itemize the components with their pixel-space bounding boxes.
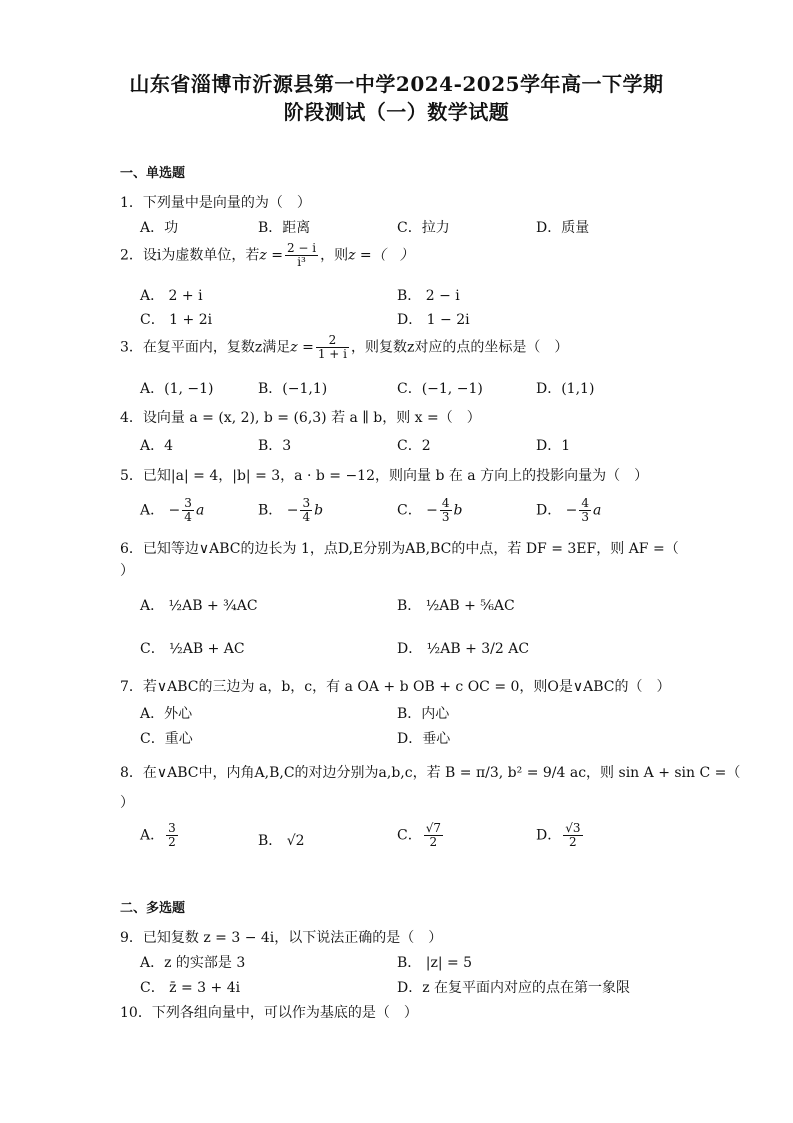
- q8-option-b: B． √2: [258, 833, 305, 849]
- question-6: 6．已知等边∨ABC的边长为 1，点D,E分别为AB,BC的中点，若 DF = 3EF，则 AF =（: [120, 541, 679, 557]
- q8-a-num: 3: [168, 821, 176, 835]
- q8-option-a: [140, 822, 180, 849]
- q8-a-den: 2: [168, 835, 176, 849]
- q5-b-num: 3: [302, 496, 311, 510]
- exam-title-line1: 山东省淄博市沂源县第一中学2024-2025学年高一下学期: [129, 72, 664, 96]
- q3-fraction: [316, 334, 349, 361]
- q8-option-c: [397, 822, 445, 849]
- q2-frac-den: i³: [297, 255, 306, 269]
- q3-option-c: C．(−1, −1): [397, 381, 483, 397]
- q3-stem-a: 3．在复平面内，复数z满足: [120, 339, 291, 356]
- q5-a-fraction: [182, 497, 194, 524]
- q6-option-a: A． ½AB + ¾AC: [140, 598, 258, 614]
- q2-stem-a: 2．设i为虚数单位，若: [120, 247, 260, 264]
- q5-b-den: 4: [302, 510, 311, 524]
- q1-option-b: B．距离: [258, 220, 311, 236]
- q3-option-a: A．(1, −1): [140, 381, 214, 397]
- q8-option-d: [536, 822, 585, 849]
- question-8-cont: ）: [120, 795, 134, 811]
- exam-title-line2: 阶段测试（一）数学试题: [283, 100, 510, 124]
- q5-a-num: 3: [184, 496, 192, 510]
- question-5: 5．已知|a| = 4，|b| = 3，a · b = −12，则向量 b 在 a 方向上的投影向量为（ ）: [120, 468, 649, 484]
- q3-frac-num: 2: [316, 334, 349, 348]
- q2-stem-b: ，则: [320, 247, 349, 264]
- q6-option-c: C． ½AB + AC: [140, 641, 245, 657]
- q5-a-den: 4: [184, 510, 192, 524]
- q2-option-c: C． 1 + 2i: [140, 312, 213, 328]
- q8-c-den: 2: [429, 835, 438, 849]
- q8-a-fraction: [166, 822, 178, 849]
- q5-d-fraction: [579, 497, 591, 524]
- q3-option-b: B．(−1,1): [258, 381, 328, 397]
- q4-option-a: A．4: [140, 438, 174, 454]
- q1-option-c: C．拉力: [397, 220, 450, 236]
- q3-frac-den: 1 + i: [317, 347, 348, 361]
- q2-zbar: z =（ ）: [348, 247, 414, 264]
- q6-option-b: B． ½AB + ⅚AC: [397, 598, 515, 614]
- q1-option-d: D．质量: [536, 220, 590, 236]
- q4-option-c: C．2: [397, 438, 431, 454]
- q2-z-eq: z =: [259, 247, 283, 264]
- q8-d-num: √3: [565, 821, 581, 835]
- q5-d-vector: a: [593, 502, 602, 519]
- q5-b-fraction: [300, 497, 312, 524]
- q7-option-a: A．外心: [140, 706, 193, 722]
- q7-option-c: C．重心: [140, 731, 193, 747]
- section-multiple-choice: 二、多选题: [120, 901, 186, 916]
- q2-fraction: [285, 242, 318, 269]
- question-7: 7．若∨ABC的三边为 a，b，c，有 a OA + b OB + c OC = 0，则O是∨ABC的（ ）: [120, 679, 671, 695]
- q5-d-num: 4: [581, 496, 590, 510]
- q3-stem-b: ，则复数z对应的点的坐标是（ ）: [351, 339, 569, 356]
- q5-option-c: [397, 497, 463, 524]
- q8-d-fraction: [563, 822, 582, 849]
- q3-z-eq: z =: [290, 339, 314, 356]
- q8-d-prefix: D．: [536, 827, 562, 844]
- q5-option-d: [536, 497, 601, 524]
- q5-a-prefix: A． −: [140, 502, 181, 519]
- question-2: [120, 242, 414, 269]
- q9-option-d: D．z 在复平面内对应的点在第一象限: [397, 980, 631, 996]
- q5-c-num: 4: [441, 496, 450, 510]
- q2-frac-num: 2 − i: [286, 241, 317, 255]
- q9-option-a: A．z 的实部是 3: [140, 955, 246, 971]
- q5-a-vector: a: [195, 502, 205, 519]
- q2-option-d: D． 1 − 2i: [397, 312, 470, 328]
- q7-option-b: B．内心: [397, 706, 450, 722]
- q5-b-vector: b: [314, 502, 324, 519]
- q7-option-d: D．垂心: [397, 731, 451, 747]
- q8-c-prefix: C．: [397, 827, 422, 844]
- question-4: 4．设向量 a = (x, 2), b = (6,3) 若 a ∥ b，则 x =（ ）: [120, 410, 481, 426]
- q5-d-prefix: D． −: [536, 502, 578, 519]
- q4-option-d: D．1: [536, 438, 571, 454]
- q8-c-fraction: [424, 822, 443, 849]
- question-8: 8．在∨ABC中，内角A,B,C的对边分别为a,b,c，若 B = π/3, b² = 9/4 ac，则 sin A + sin C =（: [120, 765, 741, 781]
- q8-c-num: √7: [425, 821, 441, 835]
- q5-option-a: [140, 497, 204, 524]
- q3-option-d: D．(1,1): [536, 381, 595, 397]
- q5-c-prefix: C． −: [397, 502, 438, 519]
- q8-a-prefix: A．: [140, 827, 165, 844]
- section-single-choice: 一、单选题: [120, 166, 186, 181]
- q5-c-fraction: [440, 497, 452, 524]
- q9-option-b: B． |z| = 5: [397, 955, 473, 971]
- q9-option-c: C． z̄ = 3 + 4i: [140, 980, 241, 996]
- q5-option-b: [258, 497, 323, 524]
- question-1: 1．下列量中是向量的为（ ）: [120, 195, 311, 211]
- q1-option-a: A．功: [140, 220, 179, 236]
- q4-option-b: B．3: [258, 438, 292, 454]
- question-10: 10．下列各组向量中，可以作为基底的是（ ）: [120, 1005, 418, 1021]
- q5-d-den: 3: [581, 510, 590, 524]
- q8-d-den: 2: [569, 835, 577, 849]
- question-3: [120, 334, 568, 361]
- question-6-cont: ）: [120, 563, 134, 579]
- question-9: 9．已知复数 z = 3 − 4i，以下说法正确的是（ ）: [120, 930, 443, 946]
- q5-c-den: 3: [441, 510, 450, 524]
- q6-option-d: D． ½AB + 3/2 AC: [397, 641, 530, 657]
- q5-c-vector: b: [453, 502, 463, 519]
- q2-option-b: B． 2 − i: [397, 288, 460, 304]
- q2-option-a: A． 2 + i: [140, 288, 203, 304]
- q5-b-prefix: B． −: [258, 502, 299, 519]
